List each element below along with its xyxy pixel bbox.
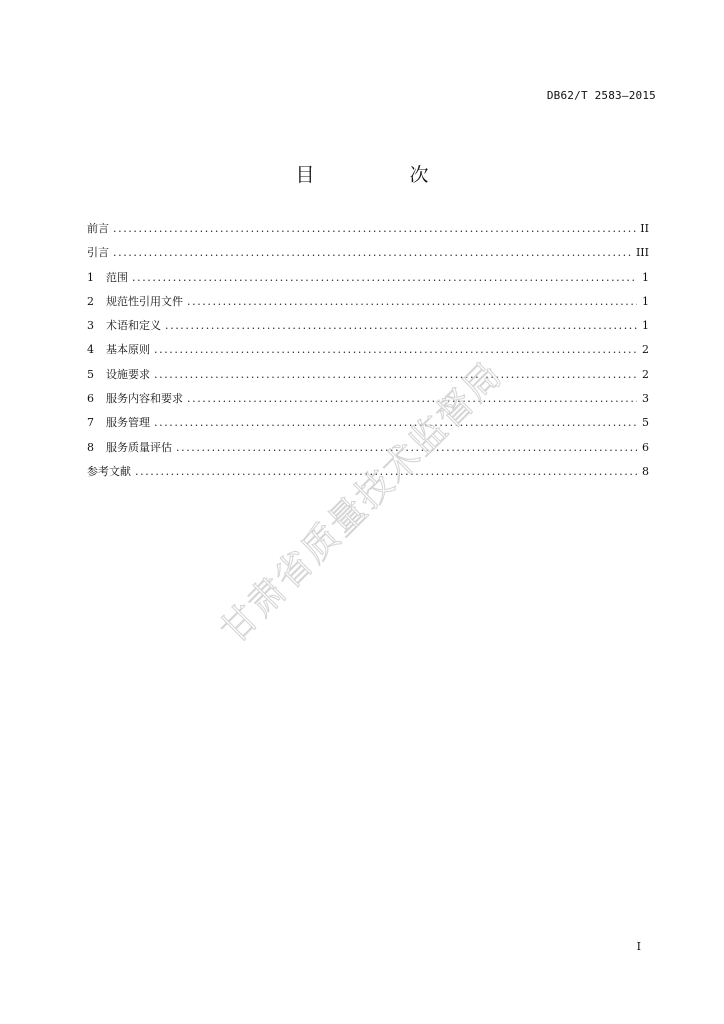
toc-entry-service-management[interactable] [87,411,649,435]
toc-label: 参考文献 [87,464,131,478]
toc-entry-introduction[interactable] [87,241,649,265]
toc-entry-foreword[interactable] [87,217,649,241]
toc-number: 2 [87,294,94,308]
toc-page: II [640,222,649,235]
toc-label: 基本原则 [106,343,150,357]
dot-leader [113,217,636,241]
dot-leader [187,387,637,411]
toc-page: 2 [642,367,649,381]
toc-number: 4 [87,343,94,357]
toc-page: 5 [642,416,649,430]
toc-page: III [635,246,649,260]
dot-leader [154,338,637,362]
toc-page: 2 [642,343,649,357]
toc-entry-terms-definitions[interactable] [87,314,649,338]
standard-code: DB62/T 2583—2015 [546,89,656,102]
toc-number: 6 [87,392,94,406]
toc-entry-normative-references[interactable] [87,290,649,314]
toc-number: 8 [87,440,94,454]
toc-label: 服务管理 [106,416,150,430]
toc-label: 前言 [87,222,109,235]
toc-page: 3 [642,392,649,406]
table-of-contents [87,217,649,484]
dot-leader [154,363,637,387]
toc-label: 范围 [106,270,128,284]
dot-leader [132,266,637,290]
toc-label: 术语和定义 [106,319,161,333]
toc-entry-service-content[interactable] [87,387,649,411]
toc-number: 7 [87,416,94,430]
toc-page: 1 [642,270,649,284]
watermark: 甘肃省质量技术监督局 [213,353,511,652]
dot-leader [187,290,637,314]
toc-label: 设施要求 [106,367,150,381]
toc-label: 服务质量评估 [106,440,172,454]
toc-label: 服务内容和要求 [106,392,183,406]
toc-page: 1 [642,294,649,308]
toc-entry-scope[interactable] [87,266,649,290]
toc-entry-facility-requirements[interactable] [87,363,649,387]
toc-page: 8 [642,464,649,478]
toc-label: 规范性引用文件 [106,294,183,308]
toc-entry-basic-principles[interactable] [87,338,649,362]
page-title: 目 次 [295,164,467,186]
toc-number: 1 [87,270,94,284]
toc-page: 6 [642,440,649,454]
dot-leader [113,241,632,265]
dot-leader [165,314,637,338]
toc-number: 5 [87,367,94,381]
toc-label: 引言 [87,246,109,260]
toc-number: 3 [87,319,94,333]
page-number: I [636,940,641,953]
toc-page: 1 [642,319,649,333]
